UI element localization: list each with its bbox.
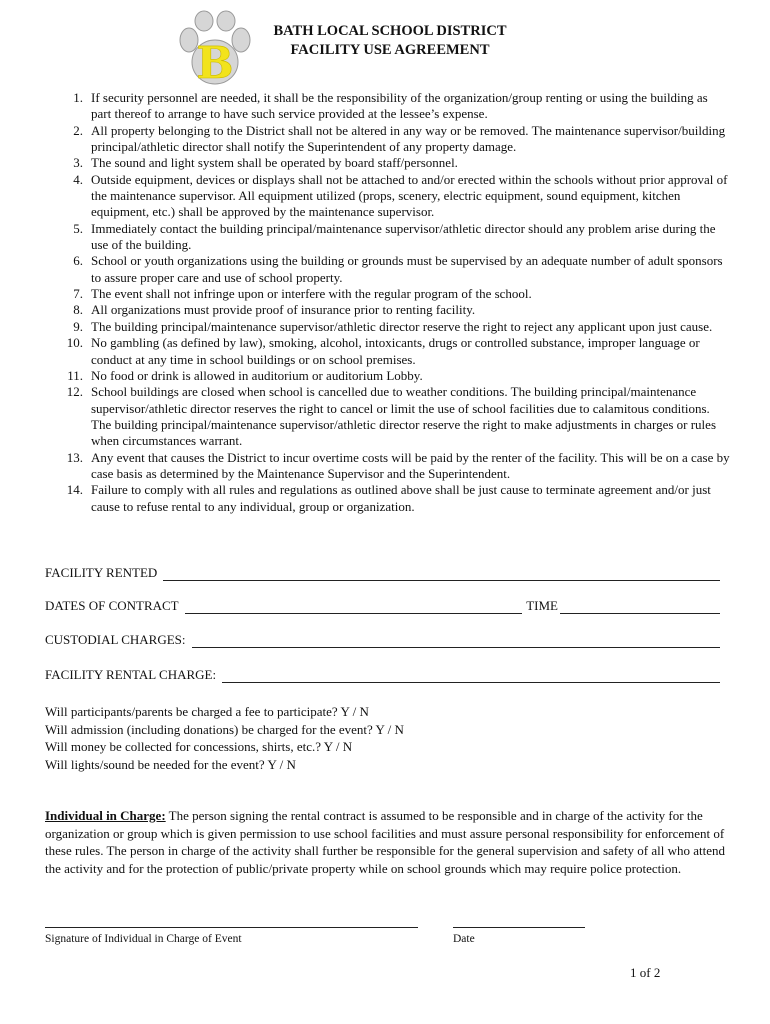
question-fee: Will participants/parents be charged a fee to participate? Y / N [45, 704, 369, 719]
title-line-2: FACILITY USE AGREEMENT [290, 42, 490, 58]
page-number: 1 of 2 [630, 965, 661, 980]
rule-item [45, 450, 730, 483]
rule-number: 13. [66, 449, 83, 465]
question-admission: Will admission (including donations) be charged for the event? Y / N [45, 721, 404, 737]
individual-in-charge-heading: Individual in Charge: [45, 808, 166, 823]
custodial-charges-label: CUSTODIAL CHARGES: [45, 632, 186, 647]
rules-list [45, 90, 730, 515]
rule-number: 12. [66, 384, 83, 400]
rule-text: If security personnel are needed, it shall be the responsibility of the organization/group renting or using the building as part thereof to arrange to have such service provided at the lessee’s expense. [91, 90, 708, 122]
rule-text: No food or drink is allowed in auditorium or auditorium Lobby. [91, 367, 423, 383]
rule-number: 9. [73, 318, 83, 334]
svg-text:B: B [196, 38, 234, 88]
rule-text: The sound and light system shall be operated by board staff/personnel. [91, 155, 458, 171]
rule-number: 1. [73, 90, 83, 105]
facility-rented-label: FACILITY RENTED [45, 565, 158, 580]
individual-in-charge-paragraph [45, 807, 727, 877]
rule-item [45, 302, 730, 318]
rule-number: 10. [66, 335, 83, 351]
date-line[interactable] [453, 927, 585, 928]
dates-of-contract-field[interactable] [45, 598, 720, 614]
rule-number: 5. [73, 220, 83, 236]
time-label: TIME [526, 598, 558, 613]
facility-rented-field[interactable] [45, 565, 720, 581]
rule-item [45, 286, 730, 302]
dates-of-contract-label: DATES OF CONTRACT [45, 598, 179, 613]
rule-item [45, 482, 730, 515]
rule-item [45, 90, 730, 123]
rule-item [45, 221, 730, 254]
rule-text: All property belonging to the District shall not be altered in any way or be removed. The maintenance supervisor/building principal/athletic director shall notify the Superintendent of any property damage. [91, 122, 726, 155]
rule-text: Outside equipment, devices or displays shall not be attached to and/or erected within the schools without prior approval of the maintenance supervisor. All equipment utilized (props, scenery, electric equipment, sound equipment, kitchen equipment, etc.) shall be approved by the maintenance supervisor. [91, 171, 728, 220]
custodial-charges-field[interactable] [45, 632, 720, 648]
question-concessions: Will money be collected for concessions, shirts, etc.? Y / N [45, 739, 353, 754]
rule-number: 14. [66, 482, 83, 498]
time-line[interactable] [560, 601, 720, 614]
rule-item [45, 123, 730, 156]
rule-text: School buildings are closed when school is cancelled due to weather conditions. The building principal/maintenance supervisor/athletic director reserves the right to cancel or limit the use of school facilities due to calamitous conditions. The building principal/maintenance supervisor/athletic director reserve the right to make adjustments in charges or rules when circumstances warrant. [91, 384, 717, 449]
rule-number: 8. [73, 302, 83, 318]
rule-number: 4. [73, 171, 83, 187]
rule-number: 11. [67, 367, 83, 383]
question-lights-sound: Will lights/sound be needed for the event? Y / N [45, 756, 296, 772]
date-label: Date [453, 933, 475, 945]
rule-text: Failure to comply with all rules and regulations as outlined above shall be just cause to terminate agreement and/or just cause to refuse rental to any individual, group or organization. [91, 482, 711, 514]
rule-text: No gambling (as defined by law), smoking, alcohol, intoxicants, drugs or controlled substance, improper language or conduct at any time in school buildings or on school premises. [91, 335, 700, 367]
dates-of-contract-line[interactable] [185, 601, 523, 614]
rule-text: School or youth organizations using the building or grounds must be supervised by an adequate number of adult sponsors to assure proper care and use of school property. [91, 253, 723, 285]
facility-rented-line[interactable] [163, 568, 720, 581]
rule-text: Immediately contact the building principal/maintenance supervisor/athletic director should any problem arise during the use of the building. [91, 220, 716, 253]
facility-rental-charge-label: FACILITY RENTAL CHARGE: [45, 667, 217, 682]
rule-item [45, 368, 730, 384]
rule-number: 3. [73, 155, 83, 171]
individual-in-charge-text: The person signing the rental contract is assumed to be responsible and in charge of the activity for the organization or group which is given permission to use school facilities and must assure personal responsibility for enforcement of these rules. The person in charge of the activity shall further be responsible for the general supervision and safety of all who attend the activity and for the protection of public/private property while on school grounds which may require police protection. [45, 808, 725, 876]
rule-text: All organizations must provide proof of insurance prior to renting facility. [91, 302, 476, 318]
rule-item [45, 172, 730, 221]
rule-text: Any event that causes the District to incur overtime costs will be paid by the renter of the facility. This will be on a case by case basis as determined by the Maintenance Supervisor and the Superintendent. [91, 449, 730, 481]
rule-item [45, 319, 730, 335]
facility-rental-charge-line[interactable] [222, 670, 720, 683]
document-title [230, 22, 550, 60]
rule-item [45, 384, 730, 449]
rule-item [45, 253, 730, 286]
rule-item [45, 335, 730, 368]
rule-number: 6. [73, 253, 83, 269]
rule-number: 2. [73, 122, 83, 138]
facility-rental-charge-field[interactable] [45, 667, 720, 683]
signature-line[interactable] [45, 927, 418, 928]
rule-number: 7. [73, 286, 83, 302]
rule-item [45, 155, 730, 171]
yes-no-questions [45, 703, 725, 773]
signature-label: Signature of Individual in Charge of Event [45, 933, 242, 945]
title-line-1: BATH LOCAL SCHOOL DISTRICT [273, 23, 507, 39]
rule-text: The building principal/maintenance supervisor/athletic director reserve the right to reject any applicant upon just cause. [91, 318, 713, 334]
rule-text: The event shall not infringe upon or interfere with the regular program of the school. [91, 286, 532, 302]
custodial-charges-line[interactable] [192, 635, 721, 648]
